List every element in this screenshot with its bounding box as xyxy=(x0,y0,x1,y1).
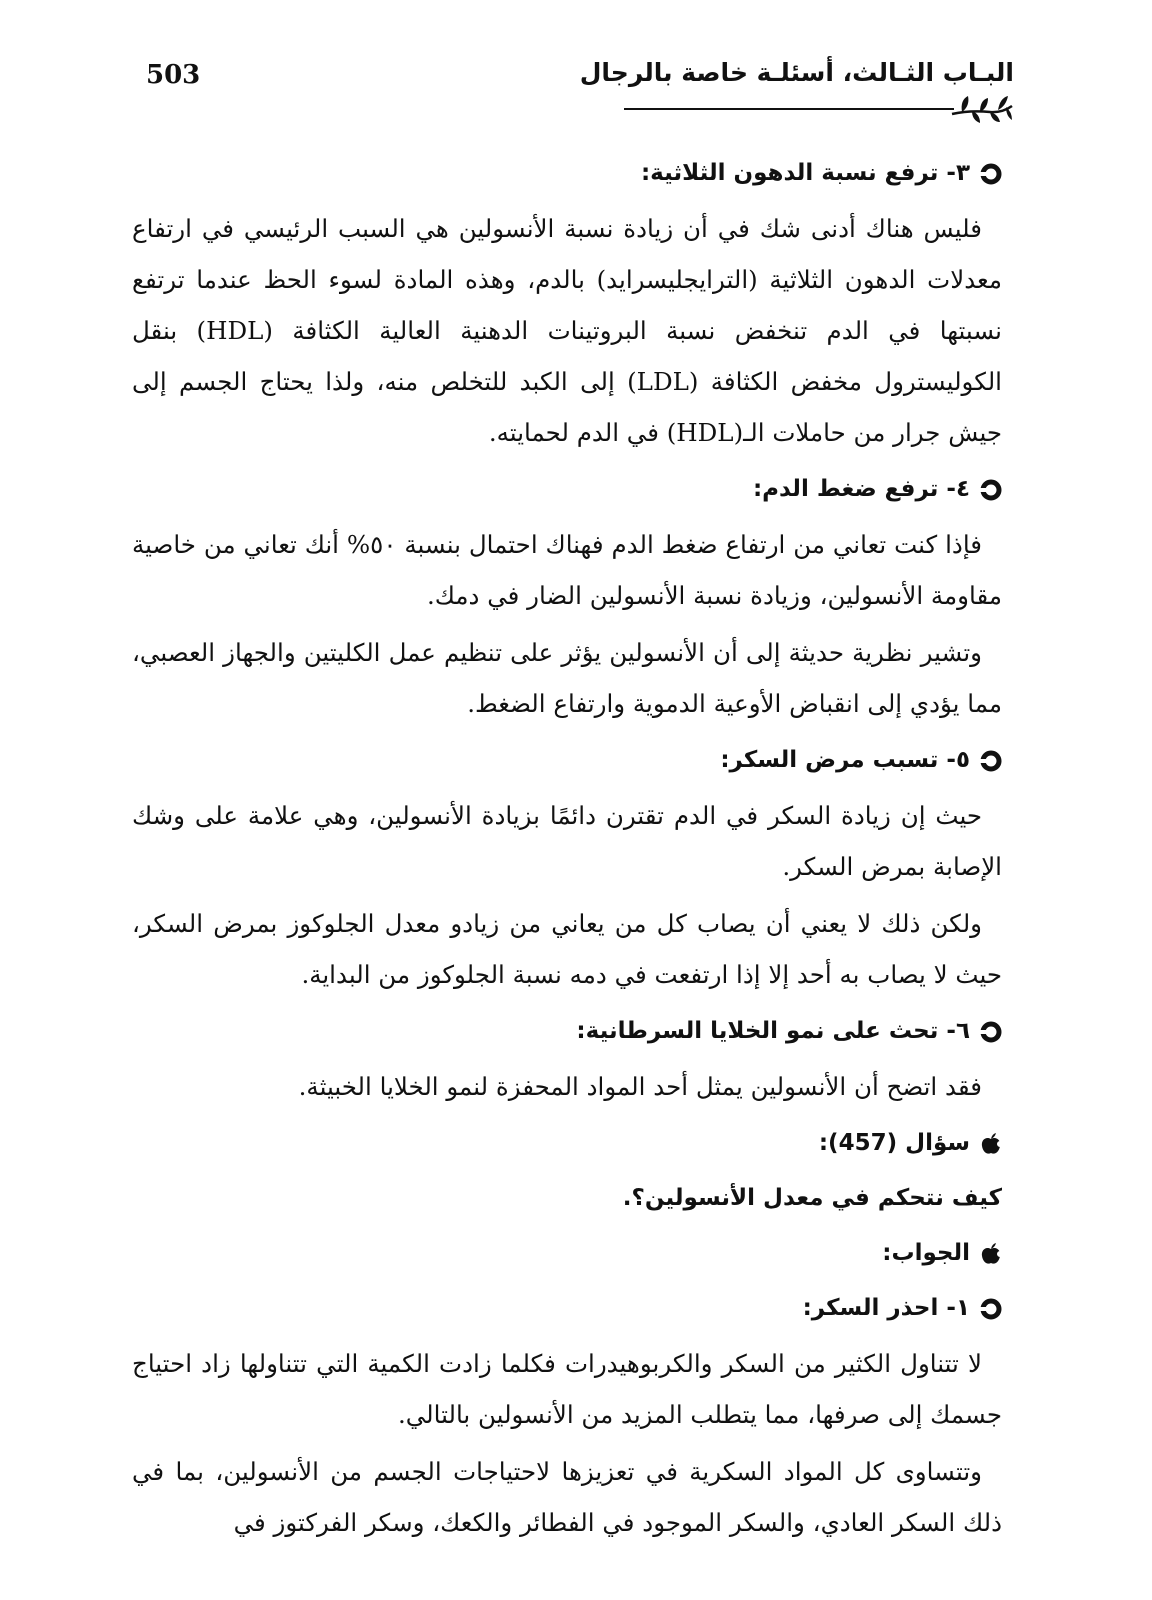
question-label xyxy=(132,1118,1002,1169)
page-content xyxy=(132,148,1002,1548)
c-bullet-icon xyxy=(980,163,1002,185)
page-header xyxy=(140,58,1014,128)
section-3-heading xyxy=(132,148,1002,199)
section-6-heading-text: ٦- تحث على نمو الخلايا السرطانية: xyxy=(576,1018,970,1044)
section-4-heading-text: ٤- ترفع ضغط الدم: xyxy=(752,476,970,502)
answer-1-paragraph-2: وتتساوى كل المواد السكرية في تعزيزها لاحتياجات الجسم من الأنسولين، بما في ذلك السكر العادي، والسكر الموجود في الفطائر والكعك، وسكر الفركتوز في xyxy=(132,1457,1002,1537)
c-bullet-icon xyxy=(980,750,1002,772)
apple-icon xyxy=(980,1242,1002,1266)
section-5-paragraph-1: حيث إن زيادة السكر في الدم تقترن دائمًا بزيادة الأنسولين، وهي علامة على وشك الإصابة بمرض السكر. xyxy=(132,801,1002,881)
c-bullet-icon xyxy=(980,1021,1002,1043)
section-3-paragraph: فليس هناك أدنى شك في أن زيادة نسبة الأنسولين هي السبب الرئيسي في ارتفاع معدلات الدهون الثلاثية (الترايجليسرايد) بالدم، وهذه المادة لسوء الحظ عندما ترتفع نسبتها في الدم تنخفض نسبة البروتينات الدهنية العالية الكثافة (HDL) بنقل الكوليسترول مخفض الكثافة (LDL) إلى الكبد للتخلص منه، ولذا يحتاج الجسم إلى جيش جرار من حاملات الـ(HDL) في الدم لحمايته. xyxy=(132,214,1002,447)
question-text: كيف نتحكم في معدل الأنسولين؟. xyxy=(622,1185,1002,1211)
section-3-heading-text: ٣- ترفع نسبة الدهون الثلاثية: xyxy=(640,160,970,186)
section-6-paragraph: فقد اتضح أن الأنسولين يمثل أحد المواد المحفزة لنمو الخلايا الخبيثة. xyxy=(298,1072,982,1101)
c-bullet-icon xyxy=(980,1298,1002,1320)
section-5-paragraph-2: ولكن ذلك لا يعني أن يصاب كل من يعاني من زيادو معدل الجلوكوز بمرض السكر، حيث لا يصاب به أحد إلا إذا ارتفعت في دمه نسبة الجلوكوز من البداية. xyxy=(132,909,1002,989)
section-4-heading xyxy=(132,464,1002,515)
question-label-text: سؤال (457): xyxy=(818,1130,970,1156)
answer-1-heading-text: ١- احذر السكر: xyxy=(802,1295,970,1321)
answer-1-heading xyxy=(132,1283,1002,1334)
apple-icon xyxy=(980,1132,1002,1156)
section-6-heading xyxy=(132,1006,1002,1057)
answer-label-text: الجواب: xyxy=(882,1240,970,1266)
section-4-paragraph-1: فإذا كنت تعاني من ارتفاع ضغط الدم فهناك احتمال بنسبة ٥٠% أنك تعاني من خاصية مقاومة الأنسولين، وزيادة نسبة الأنسولين الضار في دمك. xyxy=(132,530,1002,610)
answer-label xyxy=(132,1228,1002,1279)
c-bullet-icon xyxy=(980,479,1002,501)
leaf-branch-icon xyxy=(950,92,1014,126)
answer-1-paragraph-1: لا تتناول الكثير من السكر والكربوهيدرات فكلما زادت الكمية التي تتناولها زاد احتياج جسمك إلى صرفها، مما يتطلب المزيد من الأنسولين بالتالي. xyxy=(132,1349,1002,1429)
section-4-paragraph-2: وتشير نظرية حديثة إلى أن الأنسولين يؤثر على تنظيم عمل الكليتين والجهاز العصبي، مما يؤدي إلى انقباض الأوعية الدموية وارتفاع الضغط. xyxy=(132,638,1002,718)
header-rule xyxy=(624,108,954,110)
section-5-heading xyxy=(132,735,1002,786)
section-5-heading-text: ٥- تسبب مرض السكر: xyxy=(720,747,970,773)
page-number: 503 xyxy=(146,60,201,90)
running-title: البـاب الثـالث، أسئلـة خاصة بالرجال xyxy=(579,58,1014,87)
